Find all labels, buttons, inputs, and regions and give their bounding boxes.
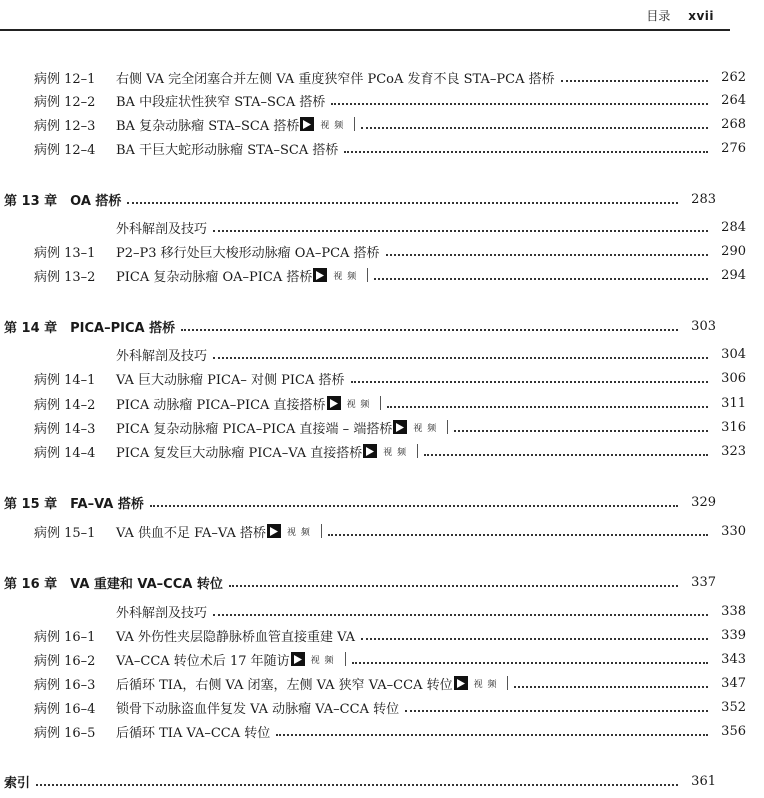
toc-case-entry[interactable] (0, 66, 764, 88)
entry-title: PICA 复杂动脉瘤 OA–PICA 搭桥 (116, 269, 313, 285)
page-number: 347 (721, 675, 746, 691)
entry-title: BA 中段症状性狭窄 STA–SCA 搭桥 (116, 94, 326, 110)
page-number: 338 (721, 603, 746, 619)
toc-case-entry[interactable] (0, 624, 764, 646)
toc-case-entry[interactable] (0, 696, 764, 718)
case-number: 病例 13–2 (34, 269, 96, 285)
entry-title: VA 巨大动脉瘤 PICA– 对侧 PICA 搭桥 (116, 372, 345, 388)
entry-title: 锁骨下动脉盗血伴复发 VA 动脉瘤 VA–CCA 转位 (116, 701, 400, 717)
page-number: 268 (721, 116, 746, 132)
dot-leader (351, 380, 709, 383)
dot-leader (361, 637, 708, 640)
entry-title: BA 干巨大蛇形动脉瘤 STA–SCA 搭桥 (116, 142, 339, 158)
video-label: 视 频 (346, 399, 371, 410)
case-number: 病例 16–4 (34, 701, 96, 717)
page-number: 343 (721, 651, 746, 667)
dot-leader (344, 150, 708, 153)
header-rule (0, 29, 730, 31)
video-label: 视 频 (473, 679, 498, 690)
running-head-page-number: xvii (688, 9, 714, 23)
toc-case-entry[interactable] (0, 137, 764, 159)
play-icon (267, 524, 281, 538)
video-badge[interactable] (454, 676, 509, 690)
dot-leader (405, 709, 708, 712)
entry-title: 右侧 VA 完全闭塞合并左侧 VA 重度狭窄伴 PCoA 发育不良 STA–PCA 搭桥 (116, 71, 555, 87)
toc-case-entry[interactable] (0, 648, 764, 670)
dot-leader (328, 533, 708, 536)
page-number: 290 (721, 243, 746, 259)
toc-case-entry[interactable] (0, 367, 764, 389)
page-number: 306 (721, 370, 746, 386)
case-number: 病例 13–1 (34, 245, 96, 261)
page-number: 352 (721, 699, 746, 715)
video-badge[interactable] (363, 444, 418, 458)
toc-section-entry[interactable] (0, 216, 764, 238)
toc-case-entry[interactable] (0, 89, 764, 111)
page-number: 337 (691, 574, 716, 590)
page-number: 311 (721, 395, 746, 411)
page-number: 339 (721, 627, 746, 643)
chapter-title: 索引 (4, 775, 31, 791)
page-number: 276 (721, 140, 746, 156)
page-number: 303 (691, 318, 716, 334)
dot-leader (561, 79, 708, 82)
toc-case-entry[interactable] (0, 520, 764, 542)
entry-title: PICA 复杂动脉瘤 PICA–PICA 直接端 – 端搭桥 (116, 421, 393, 437)
dot-leader (331, 102, 708, 105)
dot-leader (387, 405, 708, 408)
video-badge[interactable] (300, 117, 355, 131)
page-number: 284 (721, 219, 746, 235)
dot-leader (213, 229, 708, 232)
toc-chapter-entry[interactable] (0, 315, 734, 337)
entry-title: VA 供血不足 FA–VA 搭桥 (116, 525, 266, 541)
video-badge[interactable] (327, 396, 382, 410)
dot-leader (361, 126, 708, 129)
case-number: 病例 16–5 (34, 725, 96, 741)
case-number: 病例 14–3 (34, 421, 96, 437)
entry-title: P2–P3 移行处巨大梭形动脉瘤 OA–PCA 搭桥 (116, 245, 380, 261)
page-number: 262 (721, 69, 746, 85)
toc-case-entry[interactable] (0, 392, 764, 414)
page-number: 361 (691, 773, 716, 789)
toc-case-entry[interactable] (0, 113, 764, 135)
entry-title: 后循环 TIA，右侧 VA 闭塞，左侧 VA 狭窄 VA–CCA 转位 (116, 677, 453, 693)
case-number: 病例 14–2 (34, 397, 96, 413)
case-number: 病例 12–1 (34, 71, 96, 87)
video-label: 视 频 (333, 271, 358, 282)
dot-leader (150, 504, 678, 507)
chapter-title: 第 16 章 VA 重建和 VA–CCA 转位 (4, 576, 223, 592)
video-label: 视 频 (383, 447, 408, 458)
case-number: 病例 12–2 (34, 94, 96, 110)
video-label: 视 频 (413, 423, 438, 434)
toc-chapter-entry[interactable] (0, 571, 734, 593)
entry-title: PICA 复发巨大动脉瘤 PICA–VA 直接搭桥 (116, 445, 363, 461)
page-number: 283 (691, 191, 716, 207)
toc-chapter-entry[interactable] (0, 491, 734, 513)
page-number: 330 (721, 523, 746, 539)
entry-title: 后循环 TIA VA–CCA 转位 (116, 725, 271, 741)
toc-case-entry[interactable] (0, 672, 764, 694)
play-icon (313, 268, 327, 282)
video-badge[interactable] (291, 652, 346, 666)
dot-leader (424, 453, 708, 456)
case-number: 病例 16–1 (34, 629, 96, 645)
page-number: 329 (691, 494, 716, 510)
video-badge[interactable] (313, 268, 368, 282)
running-head-section: 目录 (646, 9, 671, 23)
case-number: 病例 15–1 (34, 525, 96, 541)
page-number: 294 (721, 267, 746, 283)
case-number: 病例 14–1 (34, 372, 96, 388)
case-number: 病例 16–2 (34, 653, 96, 669)
dot-leader (454, 429, 708, 432)
entry-title: 外科解剖及技巧 (116, 348, 208, 364)
video-badge[interactable] (267, 524, 322, 538)
dot-leader (514, 685, 708, 688)
page-number: 304 (721, 346, 746, 362)
video-badge[interactable] (393, 420, 448, 434)
dot-leader (374, 277, 708, 280)
dot-leader (352, 661, 709, 664)
toc-case-entry[interactable] (0, 720, 764, 742)
entry-title: 外科解剖及技巧 (116, 605, 208, 621)
case-number: 病例 14–4 (34, 445, 96, 461)
toc-case-entry[interactable] (0, 240, 764, 262)
toc-section-entry[interactable] (0, 600, 764, 622)
case-number: 病例 12–4 (34, 142, 96, 158)
dot-leader (386, 253, 708, 256)
toc-case-entry[interactable] (0, 440, 764, 462)
dot-leader (213, 613, 708, 616)
dot-leader (213, 356, 708, 359)
chapter-title: 第 14 章 PICA–PICA 搭桥 (4, 320, 176, 336)
chapter-title: 第 13 章 OA 搭桥 (4, 193, 122, 209)
case-number: 病例 12–3 (34, 118, 96, 134)
entry-title: PICA 动脉瘤 PICA–PICA 直接搭桥 (116, 397, 326, 413)
toc-case-entry[interactable] (0, 264, 764, 286)
play-icon (393, 420, 407, 434)
page-number: 323 (721, 443, 746, 459)
toc-case-entry[interactable] (0, 416, 764, 438)
entry-title: VA–CCA 转位术后 17 年随访 (116, 653, 290, 669)
chapter-title: 第 15 章 FA–VA 搭桥 (4, 496, 144, 512)
entry-title: BA 复杂动脉瘤 STA–SCA 搭桥 (116, 118, 300, 134)
dot-leader (181, 328, 678, 331)
dot-leader (36, 783, 678, 786)
video-label: 视 频 (310, 655, 335, 666)
dot-leader (127, 201, 678, 204)
page-number: 316 (721, 419, 746, 435)
entry-title: VA 外伤性夹层隐静脉桥血管直接重建 VA (116, 629, 356, 645)
video-label: 视 频 (320, 120, 345, 131)
toc-chapter-entry[interactable] (0, 770, 734, 792)
play-icon (291, 652, 305, 666)
running-head (646, 7, 714, 24)
page-header (0, 0, 730, 30)
play-icon (327, 396, 341, 410)
play-icon (363, 444, 377, 458)
page-number: 264 (721, 92, 746, 108)
toc-chapter-entry[interactable] (0, 188, 734, 210)
case-number: 病例 16–3 (34, 677, 96, 693)
page-number: 356 (721, 723, 746, 739)
play-icon (454, 676, 468, 690)
entry-title: 外科解剖及技巧 (116, 221, 208, 237)
play-icon (300, 117, 314, 131)
video-label: 视 频 (286, 527, 311, 538)
dot-leader (276, 733, 708, 736)
dot-leader (229, 584, 678, 587)
toc-section-entry[interactable] (0, 343, 764, 365)
